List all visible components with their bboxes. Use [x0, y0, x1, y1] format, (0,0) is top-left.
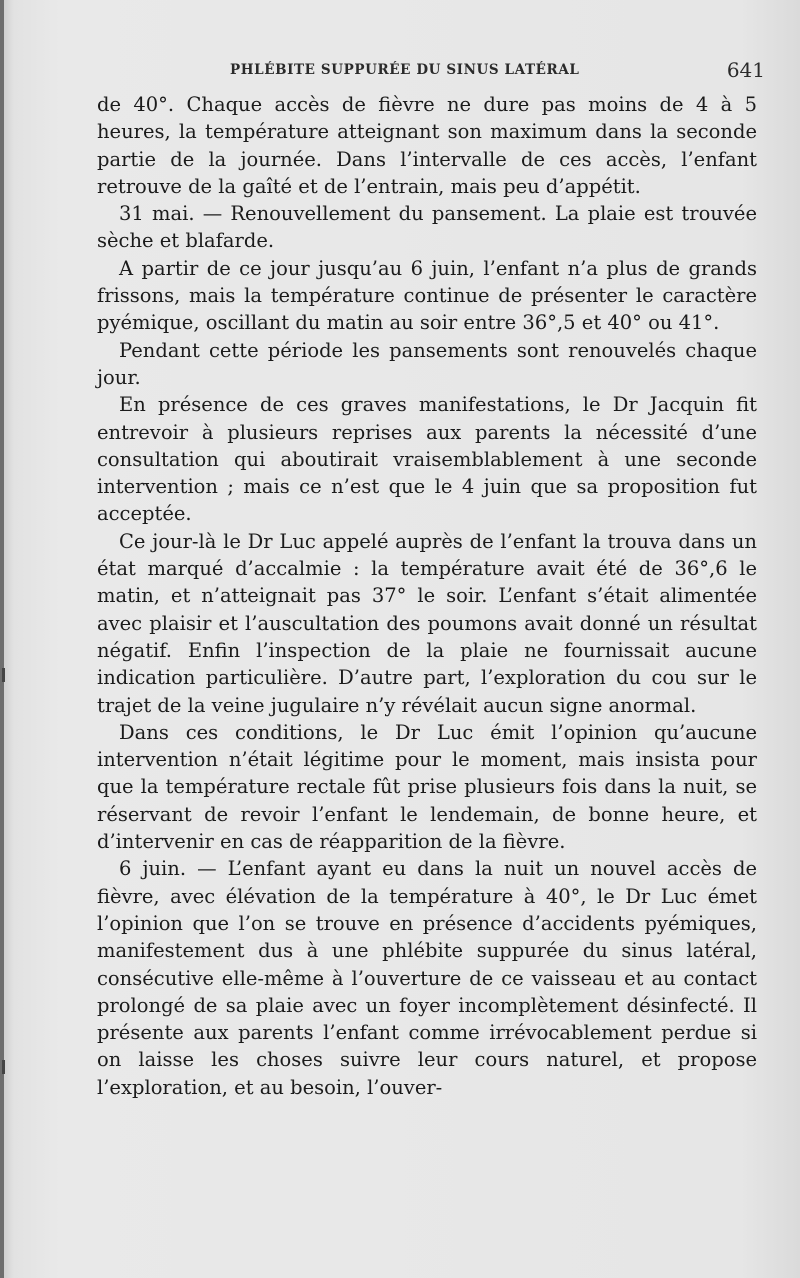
- paragraph: 6 juin. — L’enfant ayant eu dans la nuit un nouvel accès de fièvre, avec élévation de la température à 40°, le Dr Luc émet l’opinion que l’on se trouve en présence d’accidents pyémiques, manifestement dus à une phlébite suppurée du sinus latéral, consécutive elle-même à l’ouverture de ce vaisseau et au contact prolongé de sa plaie avec un foyer incomplètement désinfecté. Il présente aux parents l’enfant comme irrévocablement perdue si on laisse les choses suivre leur cours naturel, et propose l’exploration, et au besoin, l’ouver-: [97, 857, 757, 1099]
- paragraph: Dans ces conditions, le Dr Luc émit l’opinion qu’aucune intervention n’était légitime pour le moment, mais insista pour que la température rectale fût prise plusieurs fois dans la nuit, se réservant de revoir l’enfant le lendemain, de bonne heure, et d’intervenir en cas de réapparition de la fièvre.: [97, 720, 757, 854]
- body-text: [97, 91, 757, 1101]
- margin-mark: [2, 668, 5, 682]
- page-header: [97, 58, 765, 86]
- paragraph: Pendant cette période les pansements sont renouvelés chaque jour.: [97, 338, 757, 389]
- paragraph: 31 mai. — Renouvellement du pansement. La plaie est trouvée sèche et blafarde.: [97, 202, 757, 253]
- page-binding-edge: [0, 0, 4, 1278]
- paragraph: de 40°. Chaque accès de fièvre ne dure pas moins de 4 à 5 heures, la température atteignant son maximum dans la seconde partie de la journée. Dans l’intervalle de ces accès, l’enfant retrouve de la gaîté et de l’entrain, mais peu d’appétit.: [97, 93, 757, 198]
- page-number: 641: [726, 58, 765, 82]
- paragraph: En présence de ces graves manifestations, le Dr Jacquin fit entrevoir à plusieurs reprises aux parents la nécessité d’une consultation qui aboutirait vraisemblablement à une seconde intervention ; mais ce n’est que le 4 juin que sa proposition fut acceptée.: [97, 393, 757, 526]
- running-title: PHLÉBITE SUPPURÉE DU SINUS LATÉRAL: [230, 62, 580, 78]
- margin-mark: [2, 1060, 5, 1074]
- paragraph: Ce jour-là le Dr Luc appelé auprès de l’enfant la trouva dans un état marqué d’accalmie : la température avait été de 36°,6 le matin, et n’atteignait pas 37° le soir. L’enfant s’était alimentée avec plaisir et l’auscultation des poumons avait donné un résultat négatif. Enfin l’inspection de la plaie ne fournissait aucune indication particulière. D’autre part, l’exploration du cou sur le trajet de la veine jugulaire n’y révélait aucun signe anormal.: [97, 529, 757, 717]
- paragraph: A partir de ce jour jusqu’au 6 juin, l’enfant n’a plus de grands frissons, mais la température continue de présenter le caractère pyémique, oscillant du matin au soir entre 36°,5 et 40° ou 41°.: [97, 256, 757, 335]
